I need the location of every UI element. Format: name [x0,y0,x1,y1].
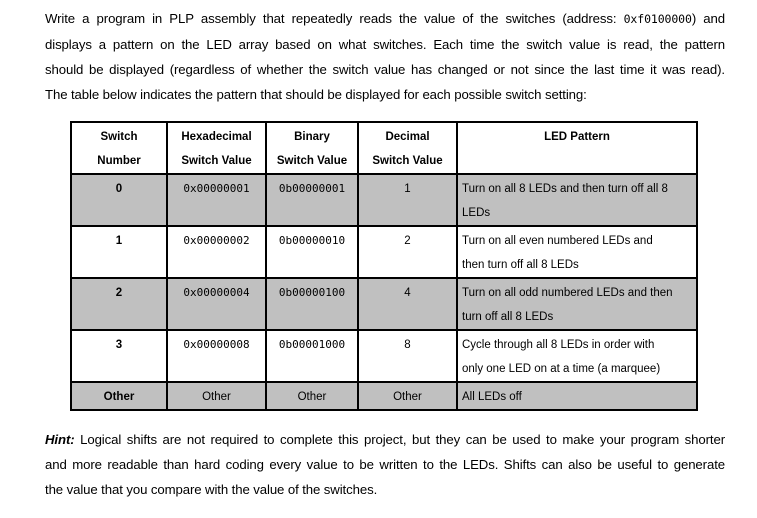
led-pattern-cell: All LEDs off [457,382,697,410]
switch-number-cell: 1 [71,226,167,278]
header-decimal-value: Decimal Switch Value [358,122,457,174]
hint-line-3: the value that you compare with the value of the switches. [45,482,378,497]
header-switch-number: Switch Number [71,122,167,174]
header-binary-value: Binary Switch Value [266,122,358,174]
hint-line-2: and more readable than hard coding every value to be written to the LEDs. Shifts can also be useful to generate [45,457,725,472]
intro-text: ) and [691,11,725,26]
led-pattern-table [70,121,698,411]
header-led-pattern: LED Pattern [457,122,697,174]
table-row [71,382,697,410]
binary-value-cell: 0b00000010 [266,226,358,278]
hint-line-1 [45,427,725,452]
switch-number-cell: 0 [71,174,167,226]
binary-value-cell: 0b00001000 [266,330,358,382]
led-pattern-cell: Turn on all odd numbered LEDs and then turn off all 8 LEDs [457,278,697,330]
intro-line-4: The table below indicates the pattern that should be displayed for each possible switch setting: [45,87,587,102]
switch-address: 0xf0100000 [623,12,692,26]
intro-line-1 [45,6,725,32]
binary-value-cell: 0b00000001 [266,174,358,226]
hex-value-cell: 0x00000001 [167,174,266,226]
hex-value-cell: 0x00000002 [167,226,266,278]
decimal-value-cell: 2 [358,226,457,278]
decimal-value-cell: 8 [358,330,457,382]
switch-number-cell: 2 [71,278,167,330]
intro-text: Write a program in PLP assembly that repeatedly reads the value of the switches (address: [45,11,624,26]
hint-paragraph [45,427,725,502]
table-row [71,226,697,278]
hex-value-cell: Other [167,382,266,410]
led-pattern-cell: Cycle through all 8 LEDs in order with only one LED on at a time (a marquee) [457,330,697,382]
decimal-value-cell: 4 [358,278,457,330]
table-row [71,174,697,226]
binary-value-cell: 0b00000100 [266,278,358,330]
header-hex-value: Hexadecimal Switch Value [167,122,266,174]
binary-value-cell: Other [266,382,358,410]
hint-label: Hint: [45,432,75,447]
hint-text: Logical shifts are not required to complete this project, but they can be used to make your program shorter [74,432,725,447]
led-pattern-cell: Turn on all 8 LEDs and then turn off all 8 LEDs [457,174,697,226]
table-row [71,278,697,330]
decimal-value-cell: Other [358,382,457,410]
led-pattern-cell: Turn on all even numbered LEDs and then turn off all 8 LEDs [457,226,697,278]
hex-value-cell: 0x00000004 [167,278,266,330]
intro-line-2: displays a pattern on the LED array based on what switches. Each time the switch value is read, the pattern [45,37,725,52]
decimal-value-cell: 1 [358,174,457,226]
intro-line-3: should be displayed (regardless of whether the switch value has changed or not since the last time it was read). [45,62,725,77]
switch-number-cell: Other [71,382,167,410]
table-row [71,330,697,382]
hex-value-cell: 0x00000008 [167,330,266,382]
intro-paragraph [45,6,725,107]
table-header-row [71,122,697,174]
switch-number-cell: 3 [71,330,167,382]
